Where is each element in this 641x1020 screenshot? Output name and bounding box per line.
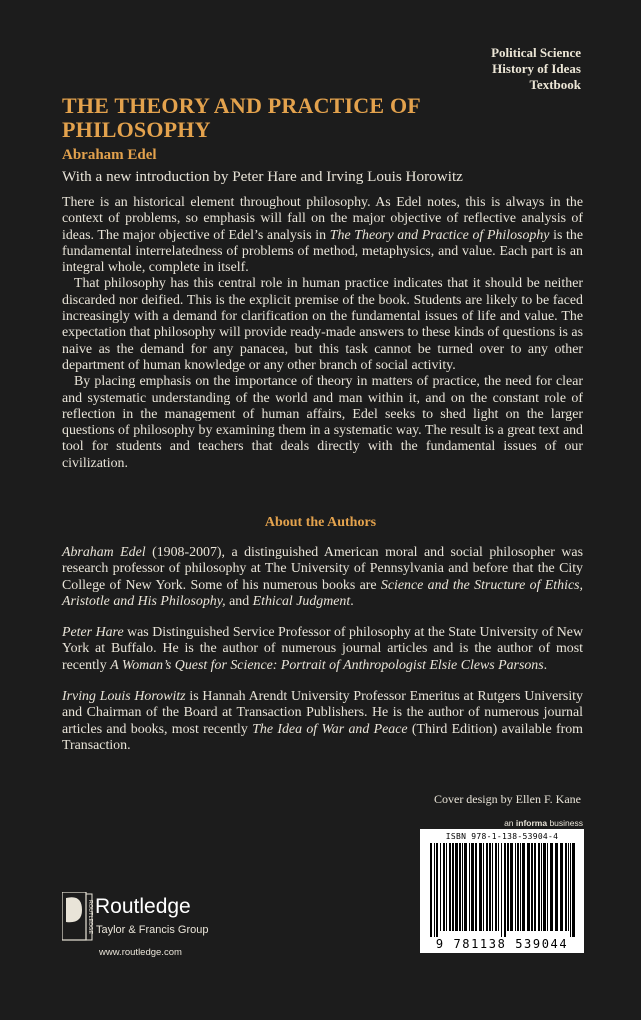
barcode-bar	[560, 843, 563, 931]
barcode-bar	[572, 843, 575, 937]
barcode-bar	[489, 843, 491, 931]
barcode-bar	[436, 843, 438, 937]
barcode-bar	[455, 843, 458, 931]
subject-history-of-ideas: History of Ideas	[492, 61, 581, 76]
bio1-name: Abraham Edel	[62, 545, 146, 560]
informa-pre: an	[504, 818, 516, 828]
description-paragraph-1	[62, 195, 583, 276]
barcode-bar	[501, 843, 502, 937]
bio1-books: Science and the Structure of Ethics, Aristotle and His Philosophy,	[62, 577, 583, 609]
bio3-text-a: is Hannah Arendt University Professor Emeritus at Rutgers University and Chairman of the Board at Transaction Publishers. He is the author of numerous journal articles and books, most recently	[62, 689, 583, 737]
barcode-bar	[483, 843, 484, 931]
barcode-bar	[541, 843, 542, 931]
isbn-barcode	[420, 829, 584, 953]
barcode-bar	[543, 843, 546, 931]
barcode-bar	[507, 843, 509, 931]
barcode-bar	[538, 843, 540, 931]
cover-design-credit: Cover design by Ellen F. Kane	[433, 792, 581, 806]
barcode-bar	[449, 843, 451, 931]
barcode-bar	[547, 843, 548, 931]
barcode-bar	[492, 843, 493, 931]
barcode-bar	[568, 843, 569, 931]
subject-political-science: Political Science	[491, 45, 581, 60]
book-author: Abraham Edel	[62, 147, 157, 163]
barcode-bar	[434, 843, 435, 937]
book-description	[62, 195, 583, 472]
informa-brand: informa	[515, 818, 548, 828]
p1-book-title: The Theory and Practice of Philosophy	[329, 227, 550, 243]
barcode-bar	[495, 843, 497, 931]
barcode-bar	[555, 843, 558, 931]
bio2-name: Peter Hare	[62, 625, 124, 641]
barcode-bar	[504, 843, 506, 937]
barcode-bar	[486, 843, 488, 931]
bio3-book: The Idea of War and Peace	[252, 721, 408, 737]
book-title-line1: THE THEORY AND PRACTICE OF	[62, 93, 421, 118]
barcode-bar	[520, 843, 521, 931]
bio1-text-d: .	[350, 593, 354, 609]
description-paragraph-2: That philosophy has this central role in human practice indicates that it should be neither discarded nor deified. This is the explicit premise of the book. Students are likely to be faced increasingly with a demand for clarification on the fundamental issues of life and value. The expectation that philosophy will provide ready-made answers to these kinds of questions is as naive as the demand for any panacea, but this task cannot be turned over to any other department of human knowledge or any other branch of social activity.	[62, 276, 583, 373]
bio3-name: Irving Louis Horowitz	[62, 689, 186, 705]
barcode-bar	[440, 843, 441, 931]
bio2-text-a: was Distinguished Service Professor of philosophy at the State University of New York at Buffalo. He is the author of numerous journal articles and is the author of most recently	[62, 625, 583, 673]
description-paragraph-3: By placing emphasis on the importance of theory in matters of practice, the need for clear and systematic understanding of the world and man within it, and on the constant role of reflection in the management of human affairs, Edel seeks to shed light on the larger questions of philosophy by examining them in a systematic way. The result is a great text and tool for students and teachers that deals directly with the fundamental issues of our civilization.	[62, 374, 583, 471]
about-authors-heading: About the Authors	[264, 515, 377, 530]
subject-categories	[491, 45, 581, 93]
barcode-bars	[420, 843, 584, 937]
barcode-bar	[464, 843, 467, 931]
barcode-bar	[475, 843, 477, 931]
book-title-line2: PHILOSOPHY	[62, 117, 211, 142]
barcode-digits: 9 781138 539044	[435, 937, 569, 951]
barcode-bar	[534, 843, 536, 931]
barcode-bar	[459, 843, 461, 931]
barcode-bar	[531, 843, 533, 931]
subject-textbook: Textbook	[529, 77, 581, 92]
barcode-bar	[471, 843, 474, 931]
barcode-bar	[527, 843, 530, 931]
bio3-text-c: (Third Edition) available from Transaction.	[62, 721, 583, 753]
barcode-bar	[452, 843, 454, 931]
barcode-bar	[517, 843, 519, 931]
barcode-bar	[446, 843, 447, 931]
barcode-bar	[479, 843, 482, 931]
bio2-book: A Woman’s Quest for Science: Portrait of Anthropologist Elsie Clews Parsons	[110, 657, 544, 673]
barcode-bar	[522, 843, 525, 931]
publisher-group: Taylor & Francis Group	[96, 924, 209, 936]
barcode-bar	[443, 843, 445, 931]
bio1-text-a: (1908-2007), a distinguished American moral and social philosopher was research professor of philosophy at The University of Pennsylvania and before that the City College of New York. Some of his numerous books are	[62, 545, 583, 593]
barcode-bar	[469, 843, 470, 931]
bio-abraham-edel	[62, 545, 583, 610]
publisher-website: www.routledge.com	[99, 947, 182, 958]
routledge-logo-icon	[62, 892, 94, 942]
barcode-bar	[565, 843, 567, 931]
bio-irving-louis-horowitz	[62, 689, 583, 754]
barcode-bar	[462, 843, 463, 931]
bio1-book-ethical-judgment: Ethical Judgment	[252, 593, 351, 609]
p1-text-c: is the fundamental interrelatedness of problems of method, metaphysics, and value. Each part is an integral whole, complete in itself.	[62, 227, 584, 276]
intro-credit: With a new introduction by Peter Hare and Irving Louis Horowitz	[62, 168, 463, 185]
barcode-bar	[550, 843, 553, 931]
publisher-name: Routledge	[95, 895, 191, 918]
isbn-label: ISBN 978-1-138-53904-4	[445, 832, 559, 841]
p1-text-a: There is an historical element throughout philosophy. As Edel notes, this is always in the context of problems, so emphasis will fall on the major objective of reflective analysis of ideas. The major objective of Edel’s analysis in	[62, 195, 583, 243]
barcode-bar	[570, 843, 571, 937]
informa-post: business	[547, 818, 583, 828]
barcode-bar	[498, 843, 499, 931]
bio1-text-c: and	[225, 593, 253, 609]
logo-vertical-text: ROUTLEDGE	[87, 899, 93, 935]
barcode-bar	[510, 843, 513, 931]
barcode-bar	[515, 843, 516, 931]
bio-peter-hare	[62, 625, 583, 674]
book-title	[62, 94, 522, 142]
informa-business-tag	[504, 818, 583, 828]
barcode-bar	[430, 843, 432, 937]
author-bios	[62, 545, 583, 769]
bio2-text-c: .	[543, 657, 548, 673]
